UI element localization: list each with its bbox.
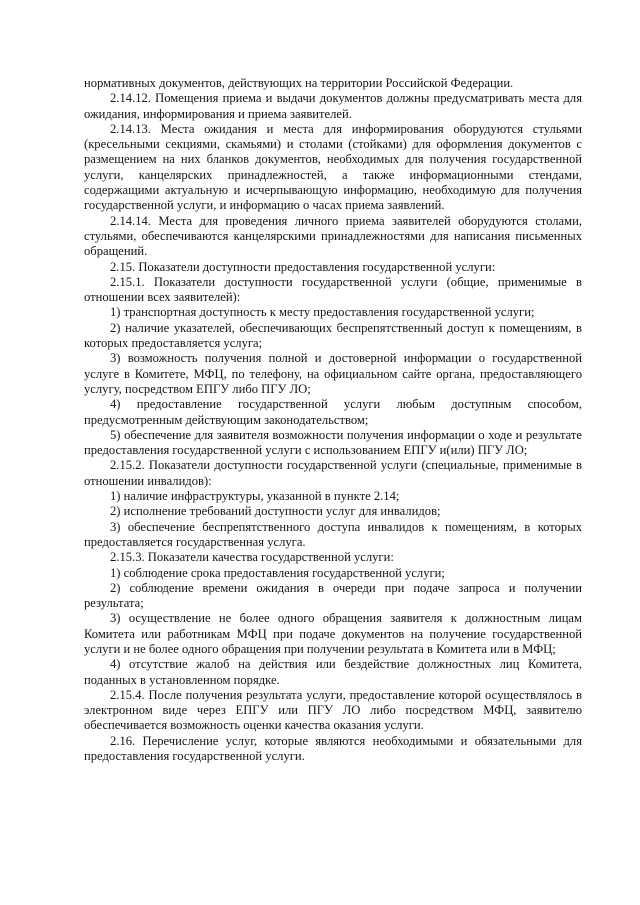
paragraph: 4) отсутствие жалоб на действия или бездействие должностных лиц Комитета, поданных в установленном порядке. xyxy=(84,657,582,687)
paragraph: 3) осуществление не более одного обращения заявителя к должностным лицам Комитета или работникам МФЦ при подаче документов на получение государственной услуги и не более одного обращения при получении результата в Комитета или в МФЦ; xyxy=(84,611,582,656)
paragraph: 2.15.1. Показатели доступности государственной услуги (общие, применимые в отношении всех заявителей): xyxy=(84,274,582,305)
paragraph: 2.15. Показатели доступности предоставления государственной услуги: xyxy=(110,259,496,274)
paragraph: нормативных документов, действующих на территории Российской Федерации. xyxy=(84,76,514,90)
paragraph: 1) транспортная доступность к месту предоставления государственной услуги; xyxy=(110,305,535,320)
paragraph: 2.15.4. После получения результата услуги, предоставление которой осуществлялось в электронном виде через ЕПГУ или ПГУ ЛО либо посредством МФЦ, заявителю обеспечивается возможность оценки качества оказания услуги. xyxy=(84,687,582,733)
paragraph: 2) соблюдение времени ожидания в очереди при подаче запроса и получении результата; xyxy=(84,580,582,611)
paragraph: 2.15.3. Показатели качества государственной услуги: xyxy=(110,550,394,565)
paragraph: 2.16. Перечисление услуг, которые являются необходимыми и обязательными для предоставления государственной услуги. xyxy=(84,733,582,764)
paragraph: 5) обеспечение для заявителя возможности получения информации о ходе и результате предоставления государственной услуги с использованием ЕПГУ и(или) ПГУ ЛО; xyxy=(84,427,582,458)
paragraph: 1) наличие инфраструктуры, указанной в пункте 2.14; xyxy=(110,489,400,504)
document-body xyxy=(84,76,582,764)
paragraph: 4) предоставление государственной услуги любым доступным способом, предусмотренным действующим законодательством; xyxy=(84,397,582,427)
paragraph: 2.14.13. Места ожидания и места для информирования оборудуются стульями (кресельными секциями, скамьями) и столами (стойками) для оформления документов с размещением на них бланков документов, необходимых для получения государственной услуги, канцелярских принадлежностей, а также информационными стендами, содержащими актуальную и исчерпывающую информацию, необходимую для получения государственной услуги, и информацию о часах приема заявлений. xyxy=(84,121,582,213)
paragraph: 3) обеспечение беспрепятственного доступа инвалидов к помещениям, в которых предоставляется государственная услуга. xyxy=(84,519,582,549)
paragraph: 2) наличие указателей, обеспечивающих беспрепятственный доступ к помещениям, в которых предоставляется услуга; xyxy=(84,320,582,351)
paragraph: 1) соблюдение срока предоставления государственной услуги; xyxy=(110,565,445,580)
paragraph: 3) возможность получения полной и достоверной информации о государственной услуге в Комитете, МФЦ, по телефону, на официальном сайте органа, предоставляющего услугу, посредством ЕПГУ либо ПГУ ЛО; xyxy=(84,351,582,396)
paragraph: 2) исполнение требований доступности услуг для инвалидов; xyxy=(110,504,441,519)
paragraph: 2.14.14. Места для проведения личного приема заявителей оборудуются столами, стульями, обеспечиваются канцелярскими принадлежностями для написания письменных обращений. xyxy=(84,213,582,259)
paragraph: 2.15.2. Показатели доступности государственной услуги (специальные, применимые в отношении инвалидов): xyxy=(84,458,582,488)
paragraph: 2.14.12. Помещения приема и выдачи документов должны предусматривать места для ожидания, информирования и приема заявителей. xyxy=(84,91,582,121)
